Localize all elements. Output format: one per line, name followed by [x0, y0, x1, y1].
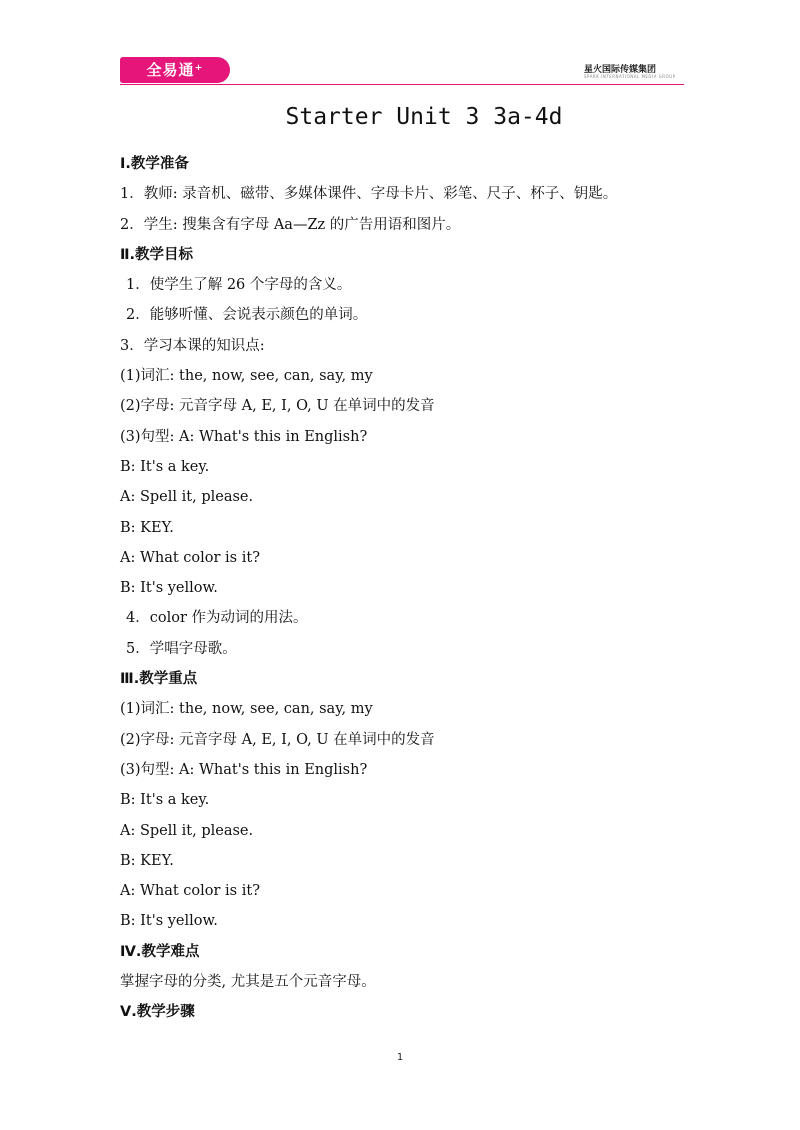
section-heading: Ⅴ.教学步骤	[120, 1004, 195, 1021]
document-body	[120, 149, 690, 1028]
body-line: 掌握字母的分类, 尤其是五个元音字母。	[120, 974, 376, 991]
body-line: 5．学唱字母歌。	[126, 640, 237, 657]
body-line: 2．学生: 搜集含有字母 Aa—Zz 的广告用语和图片。	[120, 216, 461, 233]
body-line: (2)字母: 元音字母 A, E, I, O, U 在单词中的发音	[120, 398, 435, 415]
body-line: B: KEY.	[120, 519, 174, 536]
body-line: B: KEY.	[120, 852, 174, 869]
body-line: 1．教师: 录音机、磁带、多媒体课件、字母卡片、彩笔、尺子、杯子、钥匙。	[120, 186, 618, 203]
body-line: (1)词汇: the, now, see, can, say, my	[120, 701, 373, 718]
body-line: A: Spell it, please.	[120, 822, 254, 839]
body-line: A: Spell it, please.	[120, 489, 254, 506]
body-line: 3．学习本课的知识点:	[120, 337, 265, 354]
body-line: B: It's a key.	[120, 792, 210, 809]
body-line: A: What color is it?	[120, 883, 260, 900]
body-line: (3)句型: A: What's this in English?	[120, 761, 368, 778]
body-line: (3)句型: A: What's this in English?	[120, 428, 368, 445]
brand-logo: 全易通⁺	[120, 57, 230, 83]
section-heading: Ⅱ.教学目标	[120, 246, 194, 263]
page-header	[0, 0, 800, 90]
publisher-name: 星火国际传媒集团	[584, 65, 657, 75]
body-line: 1．使学生了解 26 个字母的含义。	[126, 277, 352, 294]
document-title: Starter Unit 3 3a-4d	[285, 104, 563, 130]
body-line: A: What color is it?	[120, 549, 260, 566]
page-number: 1	[396, 1052, 404, 1063]
header-divider	[120, 84, 684, 85]
body-line: 4．color 作为动词的用法。	[126, 610, 308, 627]
section-heading: Ⅰ.教学准备	[120, 156, 189, 172]
publisher-subtitle: SPARK INTERNATIONAL MEDIA GROUP	[584, 74, 676, 79]
body-line: B: It's a key.	[120, 458, 210, 475]
body-line: (2)字母: 元音字母 A, E, I, O, U 在单词中的发音	[120, 731, 435, 748]
body-line: B: It's yellow.	[120, 913, 218, 930]
body-line: 2．能够听懂、会说表示颜色的单词。	[126, 307, 368, 324]
body-line: B: It's yellow.	[120, 580, 218, 597]
body-line: (1)词汇: the, now, see, can, say, my	[120, 368, 373, 385]
section-heading: Ⅳ.教学难点	[120, 943, 200, 960]
section-heading: Ⅲ.教学重点	[120, 671, 198, 688]
